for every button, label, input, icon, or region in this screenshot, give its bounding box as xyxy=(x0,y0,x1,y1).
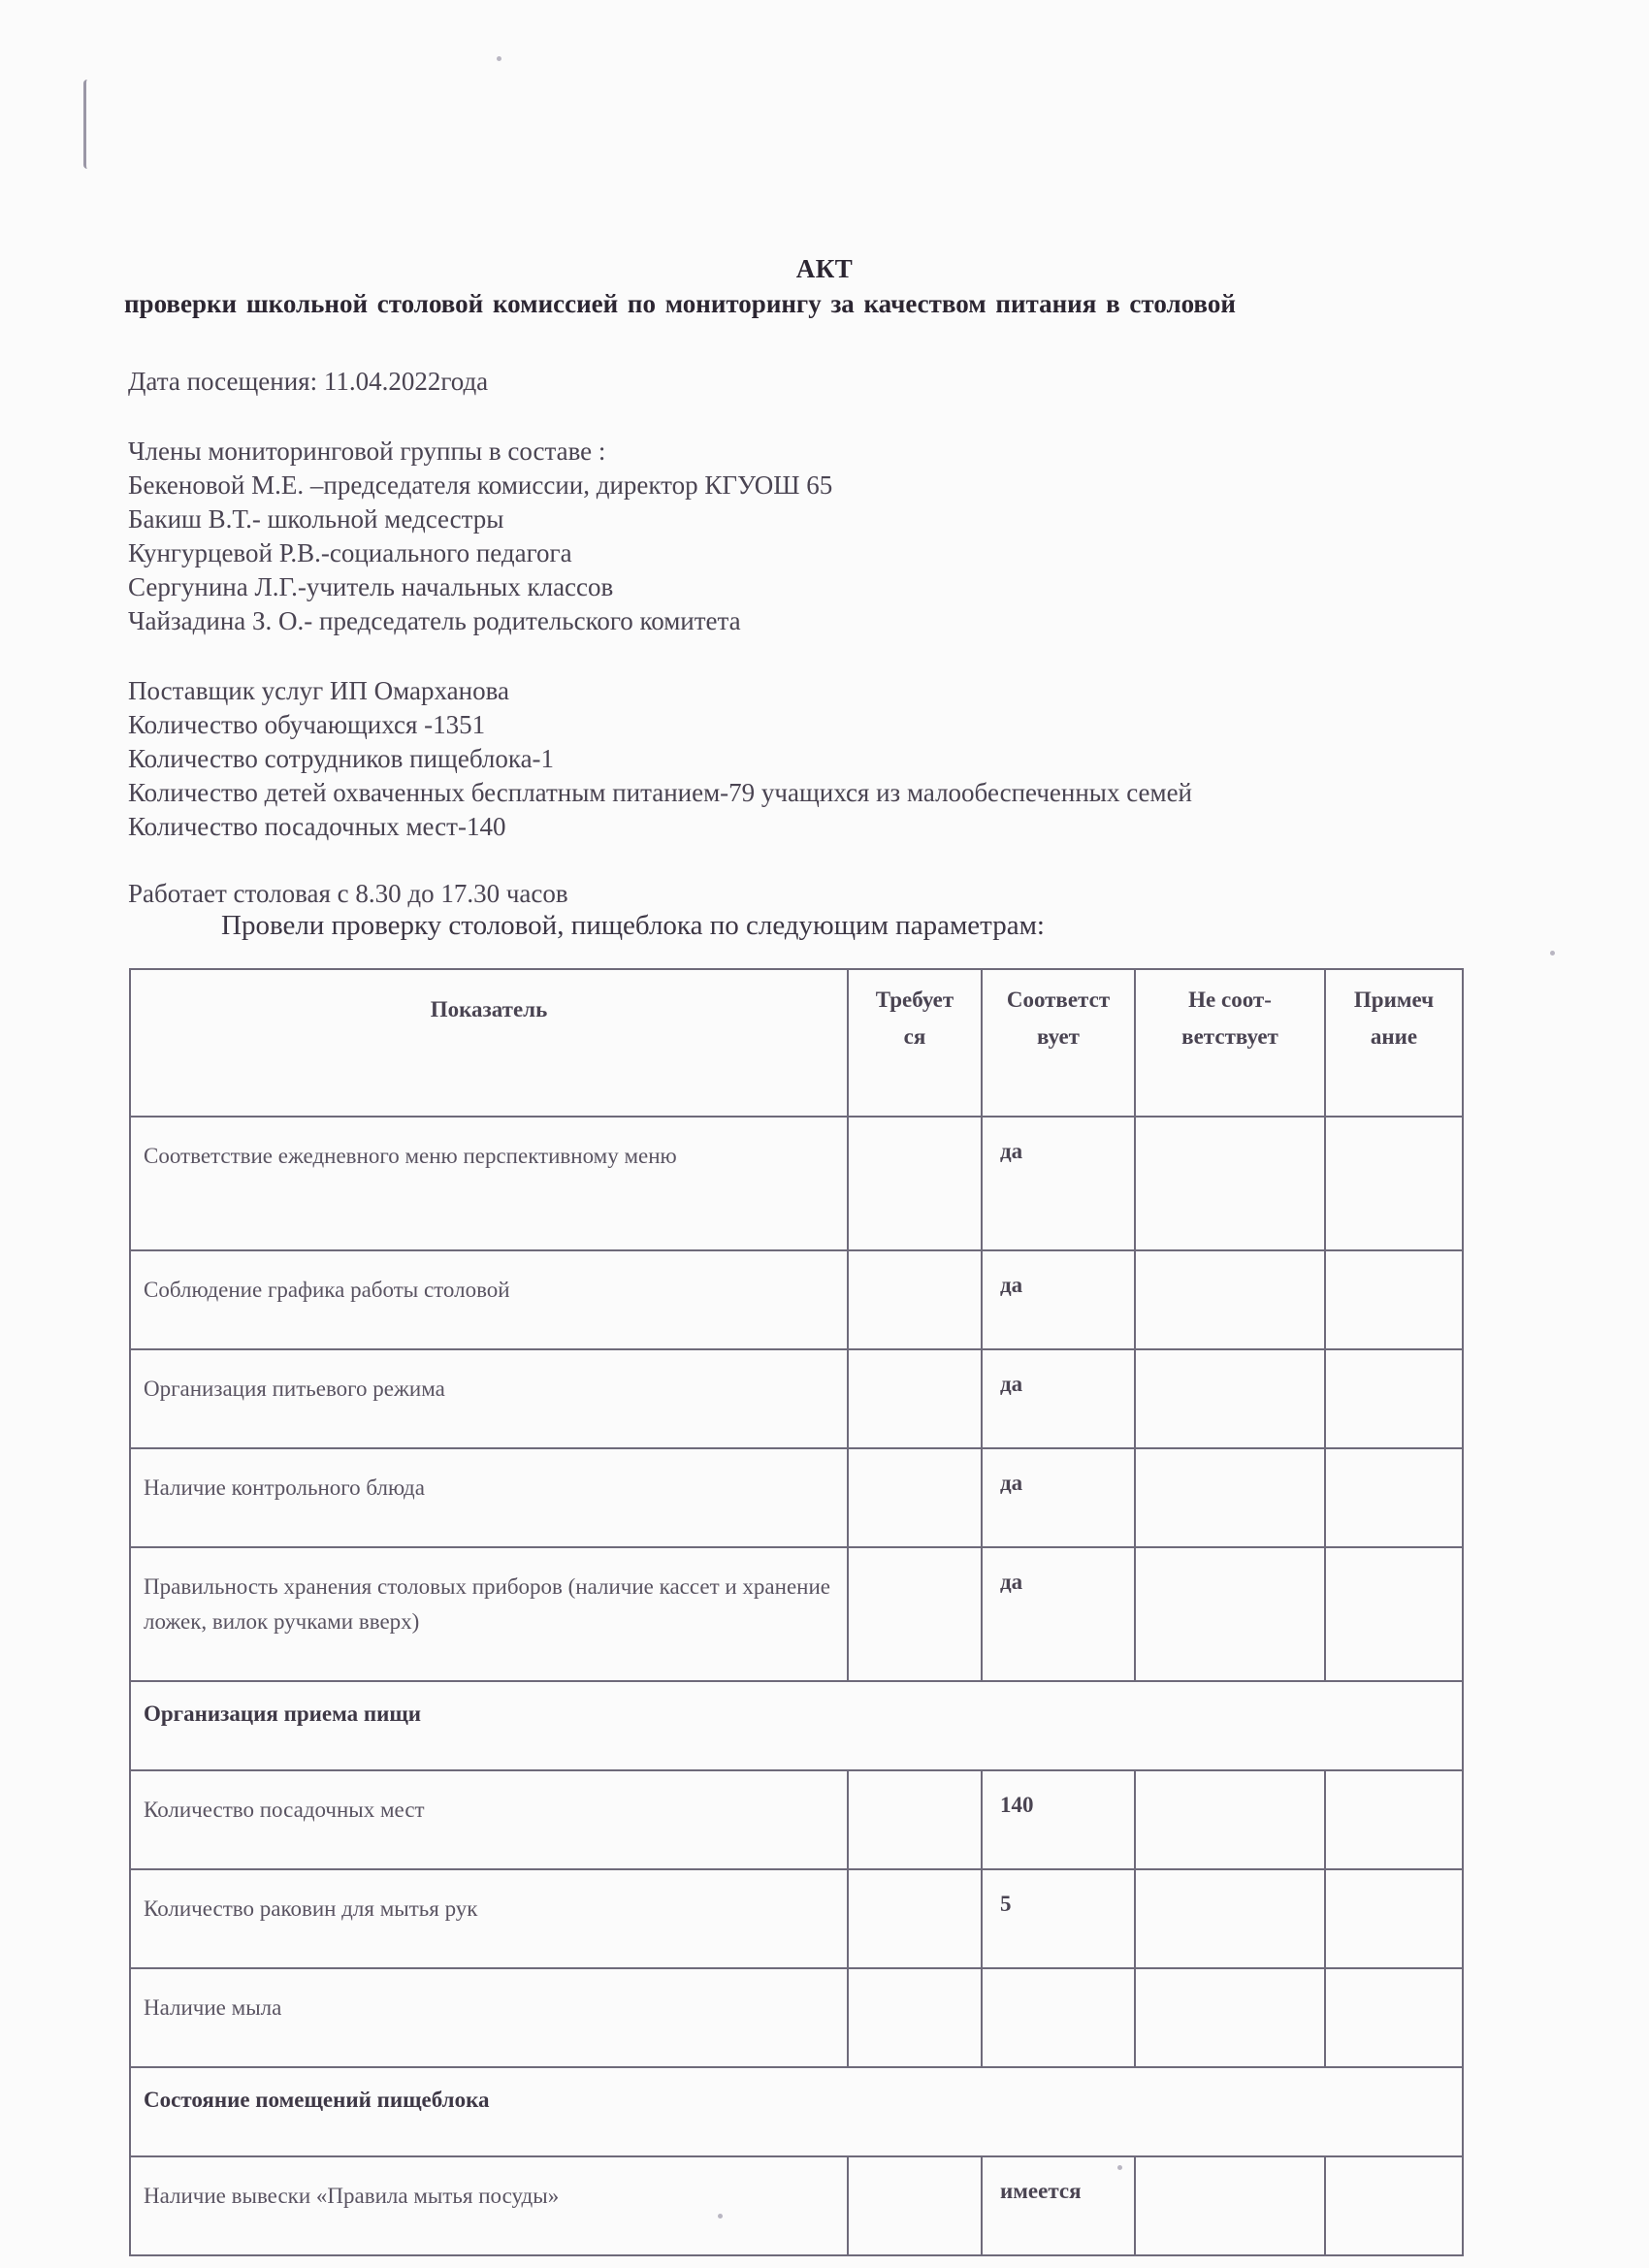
cell-complies: да xyxy=(982,1250,1135,1349)
cell-required xyxy=(848,1968,982,2067)
cell-note xyxy=(1325,2156,1463,2255)
cell-not-complies xyxy=(1135,1117,1325,1250)
cell-required xyxy=(848,2156,982,2255)
scan-speck xyxy=(1550,951,1555,956)
fact-line: Количество детей охваченных бесплатным питанием-79 учащихся из малообеспеченных семей xyxy=(128,778,1193,807)
scan-bracket-mark xyxy=(83,80,96,169)
section-row xyxy=(130,1681,1463,1770)
cell-required xyxy=(848,1117,982,1250)
table-row xyxy=(130,1770,1463,1869)
inspection-table xyxy=(129,968,1464,2256)
cell-required xyxy=(848,1547,982,1681)
cell-not-complies xyxy=(1135,1349,1325,1448)
table-row xyxy=(130,1448,1463,1547)
cell-note xyxy=(1325,1448,1463,1547)
cell-note xyxy=(1325,1547,1463,1681)
table-header-row xyxy=(130,969,1463,1117)
cell-complies: да xyxy=(982,1448,1135,1547)
row-label: Организация питьевого режима xyxy=(130,1349,848,1448)
cell-complies xyxy=(982,1968,1135,2067)
cell-note xyxy=(1325,1250,1463,1349)
cell-note xyxy=(1325,1117,1463,1250)
header-required: Требует ся xyxy=(848,969,982,1117)
member-line: Бакиш В.Т.- школьной медсестры xyxy=(128,504,504,534)
header-indicator: Показатель xyxy=(130,969,848,1117)
document-title: АКТ xyxy=(795,254,854,283)
member-line: Чайзадина З. О.- председатель родительского комитета xyxy=(128,606,741,635)
member-line: Кунгурцевой Р.В.-социального педагога xyxy=(128,538,572,567)
cell-not-complies xyxy=(1135,1869,1325,1968)
cell-required xyxy=(848,1349,982,1448)
cell-required xyxy=(848,1250,982,1349)
cell-not-complies xyxy=(1135,1448,1325,1547)
cell-not-complies xyxy=(1135,1547,1325,1681)
scan-speck xyxy=(497,56,501,61)
table-row xyxy=(130,1349,1463,1448)
table-row xyxy=(130,1968,1463,2067)
row-label: Количество раковин для мытья рук xyxy=(130,1869,848,1968)
header-note: Примеч ание xyxy=(1325,969,1463,1117)
row-label: Количество посадочных мест xyxy=(130,1770,848,1869)
member-line: Сергунина Л.Г.-учитель начальных классов xyxy=(128,572,614,601)
header-complies: Соответст вует xyxy=(982,969,1135,1117)
row-label: Наличие контрольного блюда xyxy=(130,1448,848,1547)
section-heading: Организация приема пищи xyxy=(130,1681,1463,1770)
cell-note xyxy=(1325,1869,1463,1968)
cell-complies: да xyxy=(982,1547,1135,1681)
section-heading: Состояние помещений пищеблока xyxy=(130,2067,1463,2156)
table-row xyxy=(130,1869,1463,1968)
table-row xyxy=(130,1117,1463,1250)
cell-required xyxy=(848,1770,982,1869)
cell-complies: да xyxy=(982,1349,1135,1448)
cell-complies: да xyxy=(982,1117,1135,1250)
row-label: Правильность хранения столовых приборов (наличие кассет и хранение ложек, вилок ручками вверх) xyxy=(130,1547,848,1681)
member-line: Бекеновой М.Е. –председателя комиссии, директор КГУОШ 65 xyxy=(128,470,833,500)
visit-date: Дата посещения: 11.04.2022года xyxy=(128,367,489,396)
lead-sentence: Провели проверку столовой, пищеблока по следующим параметрам: xyxy=(221,910,1045,941)
cell-not-complies xyxy=(1135,1250,1325,1349)
cell-note xyxy=(1325,1770,1463,1869)
cell-note xyxy=(1325,1349,1463,1448)
cell-complies: 5 xyxy=(982,1869,1135,1968)
table-row xyxy=(130,2156,1463,2255)
cell-not-complies xyxy=(1135,2156,1325,2255)
row-label: Наличие мыла xyxy=(130,1968,848,2067)
table-row xyxy=(130,1250,1463,1349)
cell-complies: имеется xyxy=(982,2156,1135,2255)
section-row xyxy=(130,2067,1463,2156)
row-label: Соблюдение графика работы столовой xyxy=(130,1250,848,1349)
fact-line: Поставщик услуг ИП Омарханова xyxy=(128,676,509,705)
cell-not-complies xyxy=(1135,1770,1325,1869)
row-label: Соответствие ежедневного меню перспективному меню xyxy=(130,1117,848,1250)
members-heading: Члены мониторинговой группы в составе : xyxy=(128,437,606,466)
cell-required xyxy=(848,1448,982,1547)
table-row xyxy=(130,1547,1463,1681)
header-not-complies: Не соот- ветствует xyxy=(1135,969,1325,1117)
working-hours: Работает столовая с 8.30 до 17.30 часов xyxy=(128,879,568,908)
document-subtitle: проверки школьной столовой комиссией по мониторингу за качеством питания в столовой xyxy=(124,289,1236,318)
cell-note xyxy=(1325,1968,1463,2067)
row-label: Наличие вывески «Правила мытья посуды» xyxy=(130,2156,848,2255)
fact-line: Количество сотрудников пищеблока-1 xyxy=(128,744,555,773)
fact-line: Количество посадочных мест-140 xyxy=(128,812,506,841)
fact-line: Количество обучающихся -1351 xyxy=(128,710,486,739)
cell-complies: 140 xyxy=(982,1770,1135,1869)
cell-required xyxy=(848,1869,982,1968)
cell-not-complies xyxy=(1135,1968,1325,2067)
